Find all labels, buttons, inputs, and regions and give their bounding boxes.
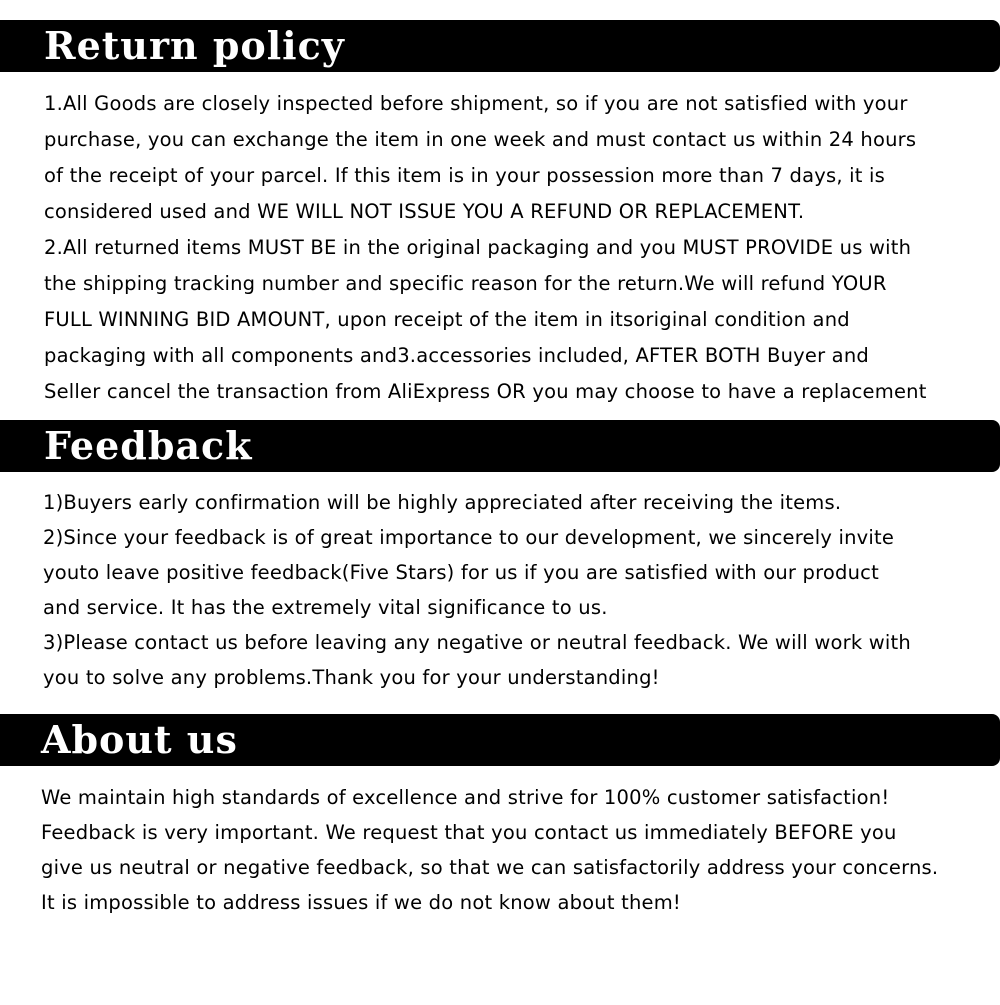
feedback-line: you to solve any problems.Thank you for your understanding!	[43, 666, 660, 689]
return-policy-line: Seller cancel the transaction from AliExpress OR you may choose to have a replacement	[44, 380, 927, 403]
about-us-line: We maintain high standards of excellence and strive for 100% customer satisfaction!	[41, 786, 890, 809]
feedback-text	[43, 485, 911, 695]
feedback-line: 3)Please contact us before leaving any negative or neutral feedback. We will work with	[43, 631, 911, 654]
return-policy-line: of the receipt of your parcel. If this item is in your possession more than 7 days, it is	[44, 164, 886, 187]
feedback-title: Feedback	[44, 423, 253, 468]
about-us-title: About us	[41, 717, 238, 762]
return-policy-line: 1.All Goods are closely inspected before shipment, so if you are not satisfied with your	[44, 92, 908, 115]
return-policy-title: Return policy	[44, 23, 345, 68]
about-us-text	[41, 780, 938, 920]
feedback-line: 2)Since your feedback is of great importance to our development, we sincerely invite	[43, 526, 895, 549]
feedback-header-bar	[0, 420, 1000, 472]
return-policy-line: the shipping tracking number and specific reason for the return.We will refund YOUR	[44, 272, 887, 295]
return-policy-line: FULL WINNING BID AMOUNT, upon receipt of the item in itsoriginal condition and	[44, 308, 850, 331]
about-us-line: Feedback is very important. We request that you contact us immediately BEFORE you	[41, 821, 897, 844]
about-us-line: give us neutral or negative feedback, so that we can satisfactorily address your concerns.	[41, 856, 939, 879]
feedback-line: youto leave positive feedback(Five Stars) for us if you are satisfied with our product	[43, 561, 879, 584]
about-us-header-bar	[0, 714, 1000, 766]
about-us-line: It is impossible to address issues if we do not know about them!	[41, 891, 681, 914]
return-policy-line: purchase, you can exchange the item in one week and must contact us within 24 hours	[44, 128, 917, 151]
feedback-line: and service. It has the extremely vital significance to us.	[43, 596, 608, 619]
return-policy-line: packaging with all components and3.accessories included, AFTER BOTH Buyer and	[44, 344, 869, 367]
feedback-line: 1)Buyers early confirmation will be highly appreciated after receiving the items.	[43, 491, 842, 514]
return-policy-line: 2.All returned items MUST BE in the original packaging and you MUST PROVIDE us with	[44, 236, 912, 259]
return-policy-text	[44, 86, 927, 410]
return-policy-header-bar	[0, 20, 1000, 72]
return-policy-line: considered used and WE WILL NOT ISSUE YOU A REFUND OR REPLACEMENT.	[44, 200, 805, 223]
